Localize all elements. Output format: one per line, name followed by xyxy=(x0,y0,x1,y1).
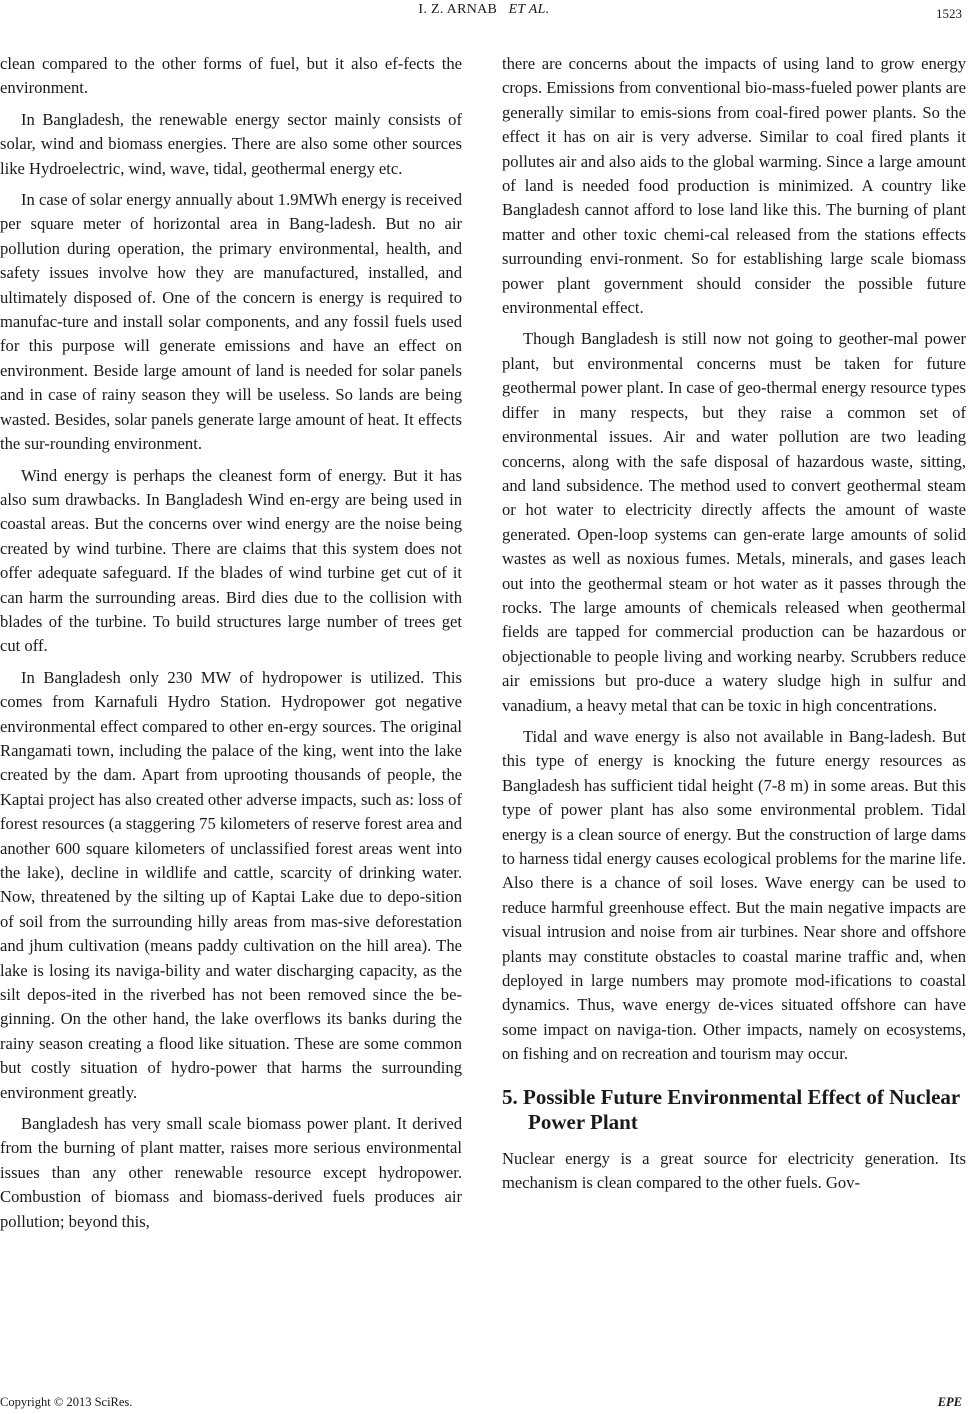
copyright-footer: Copyright © 2013 SciRes. xyxy=(0,1395,133,1409)
paragraph: In Bangladesh, the renewable energy sector mainly consists of solar, wind and biomass energies. There are also some other sources like Hydroelectric, wind, wave, tidal, geothermal energy etc. xyxy=(0,109,462,178)
paragraph: In case of solar energy annually about 1.9MWh energy is received per square meter of horizontal area in Bang-ladesh. But no air pollution during operation, the primary environmental, health, and safety issues involve how they are manufactured, installed, and ultimately disposed of. One of the concern is energy is required to manufac-ture and install solar components, and any fossil fuels used for this purpose will generate emissions and have an effect on environment. Beside large amount of land is needed for solar panels and in case of rainy season they will be useless. So lands are being wasted. Besides, solar panels generate large amount of heat. It effects the sur-rounding environment. xyxy=(0,190,462,454)
paragraph: Tidal and wave energy is also not available in Bang-ladesh. But this type of energy is knocking the future energy resources as Bangladesh has sufficient tidal height (7-8 m) in some areas. But this type of power plant has also some environmental problem. Tidal energy is a clean source of energy. But the construction of large dams to harness tidal energy causes ecological problems for the marine life. Also there is a chance of soil loses. Wave energy can be used to reduce harmful greenhouse effect. But the main negative impacts are visual intrusion and noise from air turbines. Near shore and offshore plants may constitute obstacles to coastal marine traffic and, when deployed in large numbers may promote mod-ifications to coastal dynamics. Thus, wave energy de-vices situated offshore can have some impact on naviga-tion. Other impacts, namely on ecosystems, on fishing and on recreation and tourism may occur. xyxy=(502,726,966,1064)
paragraph: clean compared to the other forms of fuel, but it also ef-fects the environment. xyxy=(0,54,462,98)
paragraph: Bangladesh has very small scale biomass power plant. It derived from the burning of plant matter, raises more serious environmental issues than any other renewable resource except hydropower. Combustion of biomass and biomass-derived fuels produces air pollution; beyond this, xyxy=(0,1114,462,1231)
paragraph: Nuclear energy is a great source for electricity generation. Its mechanism is clean compared to the other fuels. Gov- xyxy=(502,1148,966,1193)
journal-footer: EPE xyxy=(937,1395,962,1409)
left-column xyxy=(0,52,462,1241)
paragraph: In Bangladesh only 230 MW of hydropower is utilized. This comes from Karnafuli Hydro Station. Hydropower got negative environmental effect compared to other en-ergy sources. The original Rangamati town, including the palace of the king, went into the lake created by the dam. Apart from uprooting thousands of people, the Kaptai project has also created other adverse impacts, such as: loss of forest resources (a staggering 75 kilometers of reserve forest area and another 600 square kilometers of unclassified forest areas went into the lake), decline in wildlife and cattle, scarcity of drinking water. Now, threatened by the silting up of Kaptai Lake due to depo-sition of soil from the surrounding hilly areas from mas-sive deforestation and jhum cultivation (means paddy cultivation on the hill area). The lake is losing its naviga-bility and water discharging capacity, as the silt depos-ited in the riverbed has not been removed since the be-ginning. On the other hand, the lake overflows its banks during the rainy season creating a flood like situation. These are some common but costly situation of hydro-power that harms the surrounding environment greatly. xyxy=(0,667,462,1102)
paragraph: there are concerns about the impacts of using land to grow energy crops. Emissions from conventional bio-mass-fueled power plants are generally similar to emis-sions from coal-fired power plants. So the effect it has on air is very adverse. Similar to coal fired plants it pollutes air and also aids to the global warming. Since a large amount of land is needed food production is minimized. A country like Bangladesh cannot afford to lose land like this. The burning of plant matter and other toxic chemi-cal released from the stations effects surrounding envi-ronment. So for establishing large scale biomass power plant government should consider the possible future environmental effect. xyxy=(502,54,966,318)
right-column xyxy=(502,52,966,1202)
paragraph: Wind energy is perhaps the cleanest form of energy. But it has also sum drawbacks. In Bangladesh Wind en-ergy are being used in coastal areas. But the concerns over wind energy are the noise being created by wind turbine. There are claims that this system does not offer adequate safeguard. If the blades of wind turbine get cut of it can harm the surrounding areas. Bird dies due to the collision with blades of the turbine. To build structures large number of trees get cut off. xyxy=(0,465,462,656)
running-head xyxy=(0,2,968,18)
section-heading: 5. Possible Future Environmental Effect of Nuclear Power Plant xyxy=(502,1084,960,1134)
paragraph: Though Bangladesh is still now not going to geother-mal power plant, but environmental concerns must be taken for future geothermal power plant. In case of geo-thermal energy resource types differ in many respects, but they raise a common set of environmental issues. Air and water pollution are two leading concerns, along with the safe disposal of hazardous waste, sitting, and land subsidence. The method used to convert geothermal steam or hot water to electricity directly affects the amount of waste generated. Open-loop systems can gen-erate large amounts of solid wastes as well as noxious fumes. Metals, minerals, and gases leach out into the geothermal steam or hot water as it passes through the rocks. The large amounts of chemicals released when geothermal fields are tapped for commercial production can be hazardous or objectionable to people living and working nearby. Scrubbers reduce air emissions but pro-duce a watery sludge high in sulfur and vanadium, a heavy metal that can be toxic in high concentrations. xyxy=(502,329,966,715)
running-head-author: I. Z. ARNAB xyxy=(418,2,498,17)
running-head-etal: ET AL. xyxy=(508,2,550,17)
page-number: 1523 xyxy=(936,6,962,21)
